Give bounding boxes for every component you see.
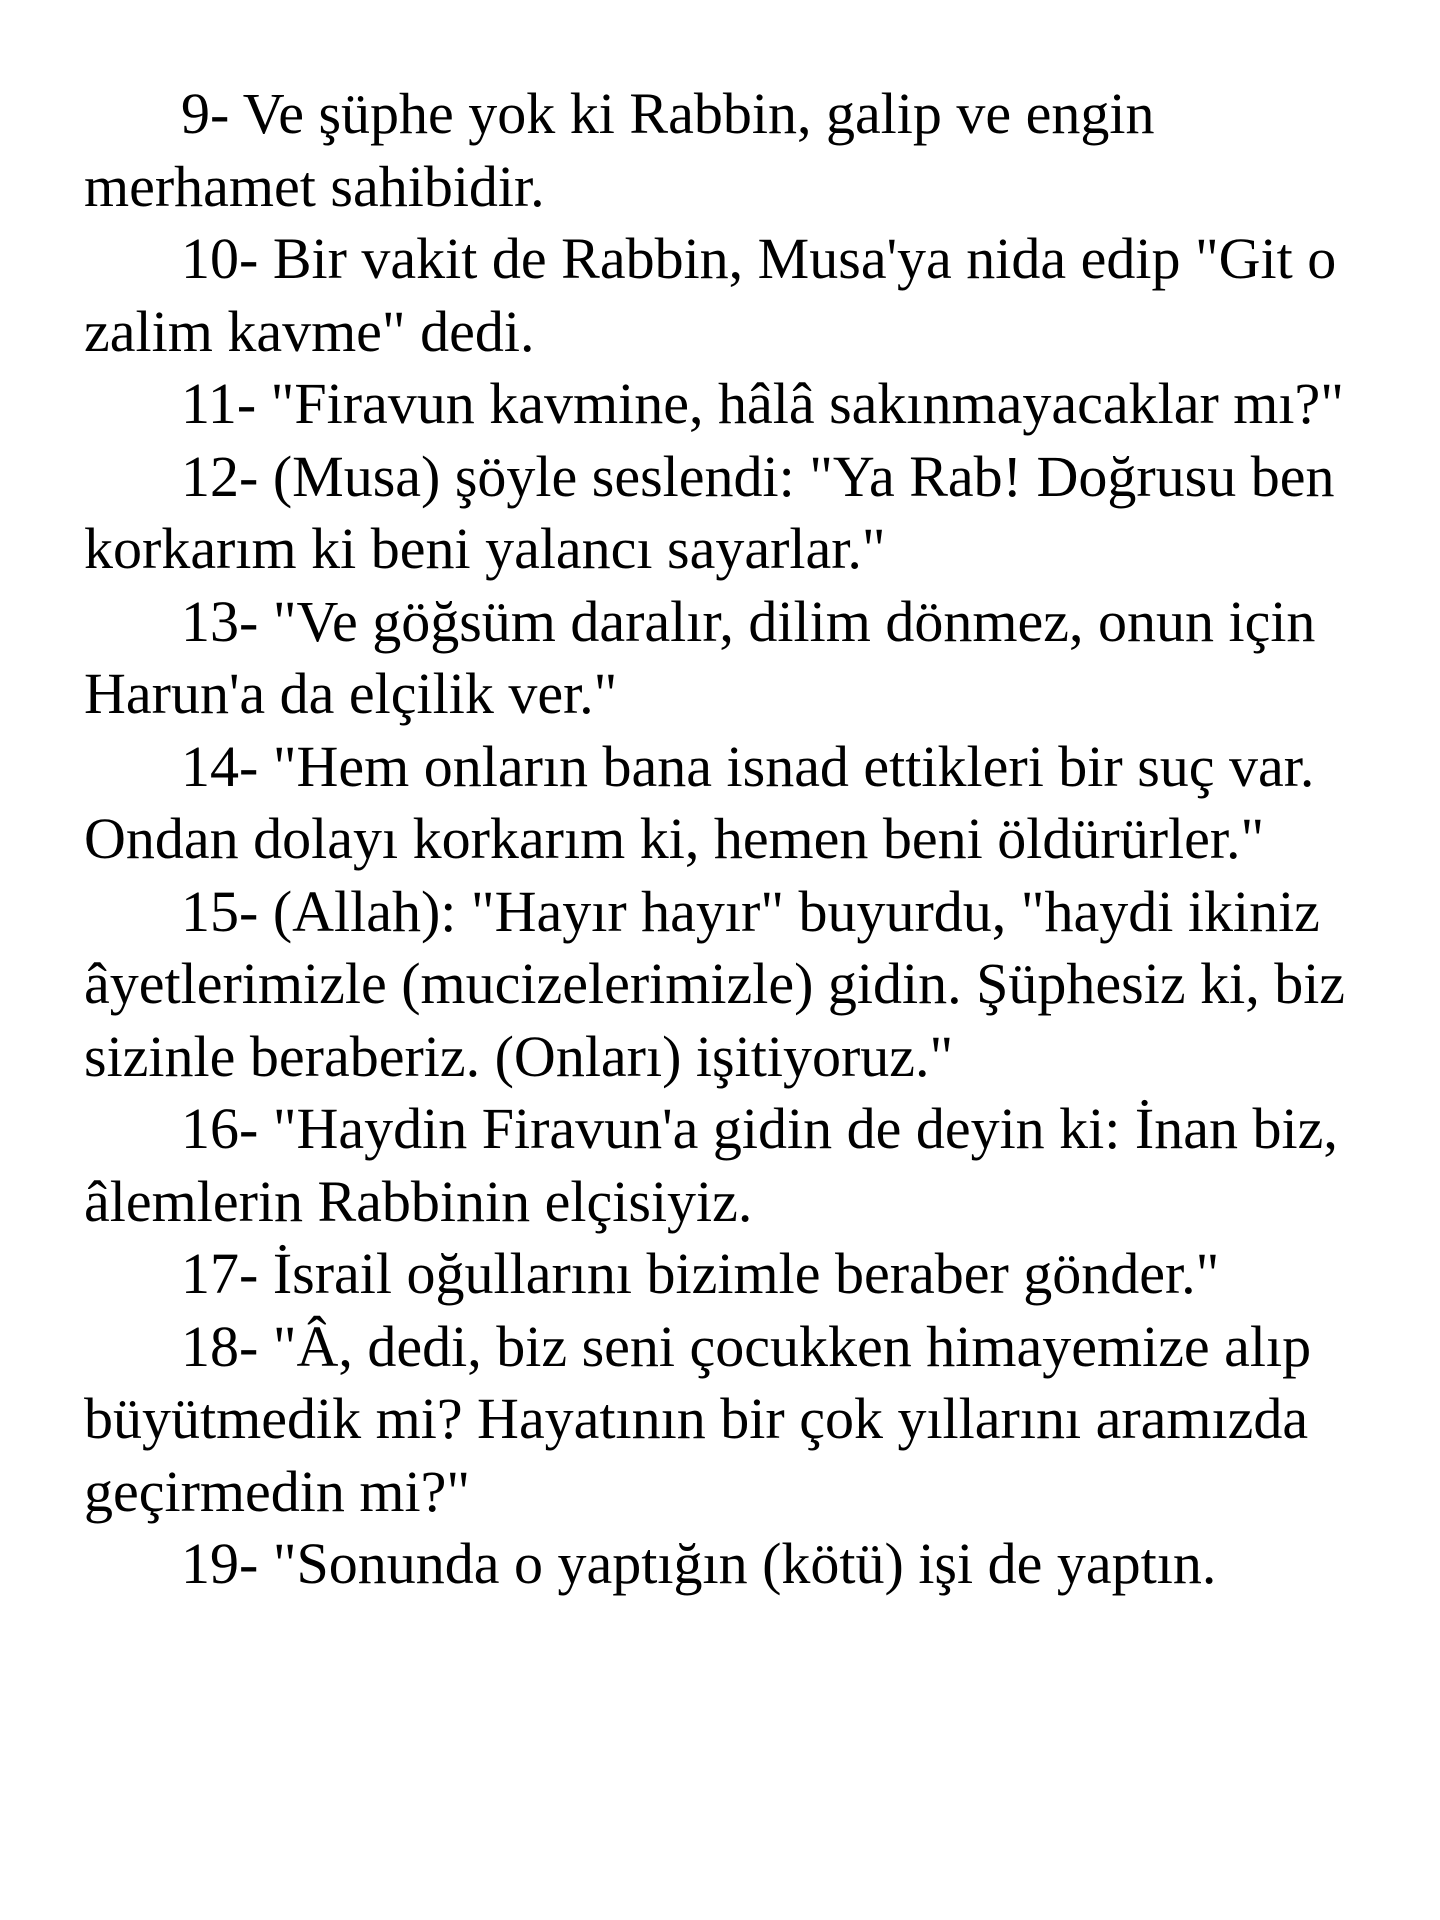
verse-15: 15- (Allah): "Hayır hayır" buyurdu, "haydi ikiniz âyetlerimizle (mucizelerimizle) gidin. Şüphesiz ki, biz sizinle beraberiz. (Onları) işitiyoruz."	[84, 878, 1346, 1089]
verse-17: 17- İsrail oğullarını bizimle beraber gönder."	[181, 1241, 1220, 1306]
verse-11: 11- "Firavun kavmine, hâlâ sakınmayacaklar mı?"	[181, 371, 1344, 436]
verse-14: 14- "Hem onların bana isnad ettikleri bir suç var. Ondan dolayı korkarım ki, hemen beni öldürürler."	[84, 733, 1315, 871]
verse-9: 9- Ve şüphe yok ki Rabbin, galip ve engin merhamet sahibidir.	[84, 81, 1155, 219]
verse-10: 10- Bir vakit de Rabbin, Musa'ya nida edip "Git o zalim kavme" dedi.	[84, 226, 1337, 364]
verse-18: 18- "Â, dedi, biz seni çocukken himayemize alıp büyütmedik mi? Hayatının bir çok yıllarını aramızda geçirmedin mi?"	[84, 1313, 1312, 1524]
verse-19: 19- "Sonunda o yaptığın (kötü) işi de yaptın.	[181, 1531, 1217, 1596]
verse-16: 16- "Haydin Firavun'a gidin de deyin ki: İnan biz, âlemlerin Rabbinin elçisiyiz.	[84, 1096, 1338, 1234]
verse-12: 12- (Musa) şöyle seslendi: "Ya Rab! Doğrusu ben korkarım ki beni yalancı sayarlar."	[84, 443, 1335, 581]
verse-13: 13- "Ve göğsüm daralır, dilim dönmez, onun için Harun'a da elçilik ver."	[84, 588, 1316, 726]
